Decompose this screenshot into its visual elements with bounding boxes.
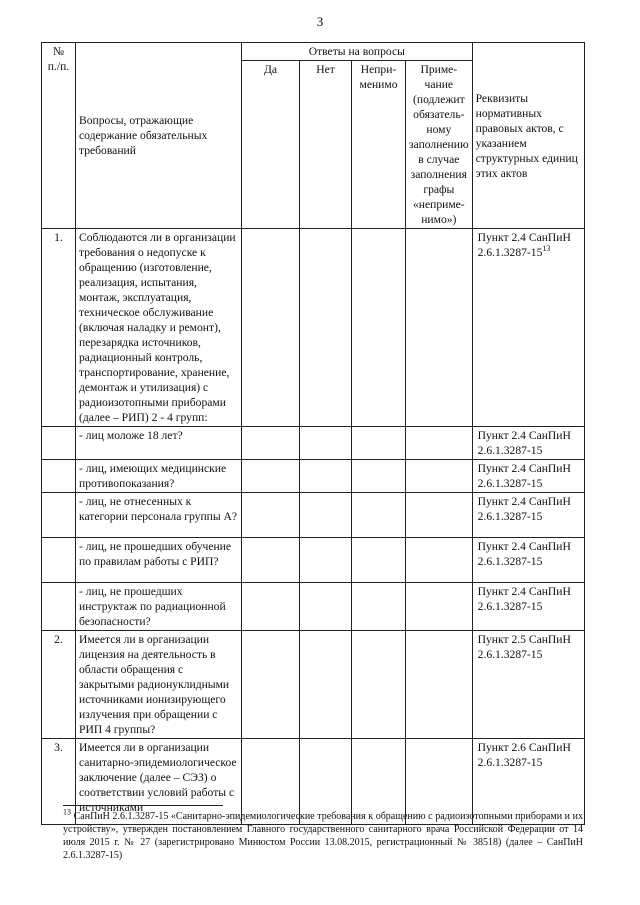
answer-yes-cell[interactable] [242, 460, 300, 493]
row-question: - лиц, не отнесенных к категории персонала группы А? [76, 493, 242, 538]
footnote-divider [63, 805, 223, 806]
answer-no-cell[interactable] [300, 631, 352, 739]
note-cell[interactable] [406, 229, 473, 427]
answer-yes-cell[interactable] [242, 427, 300, 460]
row-requisites [472, 229, 584, 427]
row-question: - лиц, не прошедших инструктаж по радиационной безопасности? [76, 583, 242, 631]
answer-not-applicable-cell[interactable] [352, 631, 406, 739]
note-cell[interactable] [406, 583, 473, 631]
column-header-answers: Ответы на вопросы [242, 43, 473, 61]
footnote-ref: 13 [542, 244, 551, 254]
answer-not-applicable-cell[interactable] [352, 460, 406, 493]
table-row [42, 493, 585, 538]
table-row [42, 631, 585, 739]
note-cell[interactable] [406, 631, 473, 739]
table-row [42, 427, 585, 460]
answer-no-cell[interactable] [300, 583, 352, 631]
column-header-requisites: Реквизиты нормативных правовых актов, с указанием структурных единиц этих актов [472, 43, 584, 229]
checklist-table [41, 42, 585, 825]
row-number [42, 538, 76, 583]
page-number: 3 [316, 14, 324, 29]
row-question: Имеется ли в организации санитарно-эпидемиологическое заключение (далее – СЭЗ) о соответствии условий работы с источниками [76, 739, 242, 825]
table-row [42, 538, 585, 583]
row-requisites: Пункт 2.6 СанПиН 2.6.1.3287-15 [472, 739, 584, 825]
row-number [42, 583, 76, 631]
row-number: 3. [42, 739, 76, 825]
answer-yes-cell[interactable] [242, 229, 300, 427]
answer-no-cell[interactable] [300, 460, 352, 493]
column-header-question: Вопросы, отражающие содержание обязательных требований [76, 43, 242, 229]
column-header-yes: Да [242, 61, 300, 229]
row-question: - лиц, имеющих медицинские противопоказания? [76, 460, 242, 493]
footnote [63, 807, 583, 862]
column-header-no: Нет [300, 61, 352, 229]
row-requisites: Пункт 2.4 СанПиН 2.6.1.3287-15 [472, 427, 584, 460]
row-requisites: Пункт 2.4 СанПиН 2.6.1.3287-15 [472, 493, 584, 538]
column-header-not-applicable: Непри- менимо [352, 61, 406, 229]
note-cell[interactable] [406, 538, 473, 583]
row-question: Соблюдаются ли в организации требования о недопуске к обращению (изготовление, реализация, испытания, монтаж, эксплуатация, техническое обслуживание (включая наладку и ремонт), перезарядка источников, радиационный контроль, транспортирование, хранение, демонтаж и утилизация) с радиоизотопными приборами (далее – РИП) 2 - 4 групп: [76, 229, 242, 427]
note-cell[interactable] [406, 460, 473, 493]
header-row-1 [42, 43, 585, 61]
footnote-text: СанПиН 2.6.1.3287-15 «Санитарно-эпидемиологические требования к обращению с радиоизотопными приборами и их устройству», утвержден постановлением Главного государственного санитарного врача Российской Федерации от 14 июля 2015 г. № 27 (зарегистрировано Минюстом России 13.08.2015, регистрационный № 38518) (далее – СанПиН 2.6.1.3287-15) [63, 811, 583, 861]
row-requisites: Пункт 2.4 СанПиН 2.6.1.3287-15 [472, 538, 584, 583]
row-number: 1. [42, 229, 76, 427]
answer-yes-cell[interactable] [242, 631, 300, 739]
answer-no-cell[interactable] [300, 538, 352, 583]
row-number [42, 427, 76, 460]
row-requisites: Пункт 2.5 СанПиН 2.6.1.3287-15 [472, 631, 584, 739]
row-number: 2. [42, 631, 76, 739]
answer-not-applicable-cell[interactable] [352, 427, 406, 460]
row-number [42, 493, 76, 538]
table-row [42, 460, 585, 493]
answer-not-applicable-cell[interactable] [352, 583, 406, 631]
note-cell[interactable] [406, 427, 473, 460]
column-header-number: № п./п. [42, 43, 76, 229]
table-row [42, 583, 585, 631]
row-requisites: Пункт 2.4 СанПиН 2.6.1.3287-15 [472, 583, 584, 631]
answer-no-cell[interactable] [300, 493, 352, 538]
row-requisites-text: Пункт 2.4 СанПиН 2.6.1.3287-15 [477, 231, 571, 259]
table-row [42, 229, 585, 427]
row-question: - лиц, не прошедших обучение по правилам работы с РИП? [76, 538, 242, 583]
footnote-marker: 13 [63, 807, 71, 817]
answer-yes-cell[interactable] [242, 583, 300, 631]
answer-not-applicable-cell[interactable] [352, 493, 406, 538]
answer-no-cell[interactable] [300, 229, 352, 427]
answer-no-cell[interactable] [300, 427, 352, 460]
row-number [42, 460, 76, 493]
answer-not-applicable-cell[interactable] [352, 538, 406, 583]
row-requisites: Пункт 2.4 СанПиН 2.6.1.3287-15 [472, 460, 584, 493]
answer-yes-cell[interactable] [242, 493, 300, 538]
row-question: Имеется ли в организации лицензия на деятельность в области обращения с закрытыми радионуклидными источниками ионизирующего излучения при обращении с РИП 4 группы? [76, 631, 242, 739]
answer-yes-cell[interactable] [242, 538, 300, 583]
answer-not-applicable-cell[interactable] [352, 229, 406, 427]
row-question: - лиц моложе 18 лет? [76, 427, 242, 460]
column-header-note: Приме- чание (подлежит обязатель- ному заполнению в случае заполнения графы «неприме- нимо») [406, 61, 473, 229]
note-cell[interactable] [406, 493, 473, 538]
